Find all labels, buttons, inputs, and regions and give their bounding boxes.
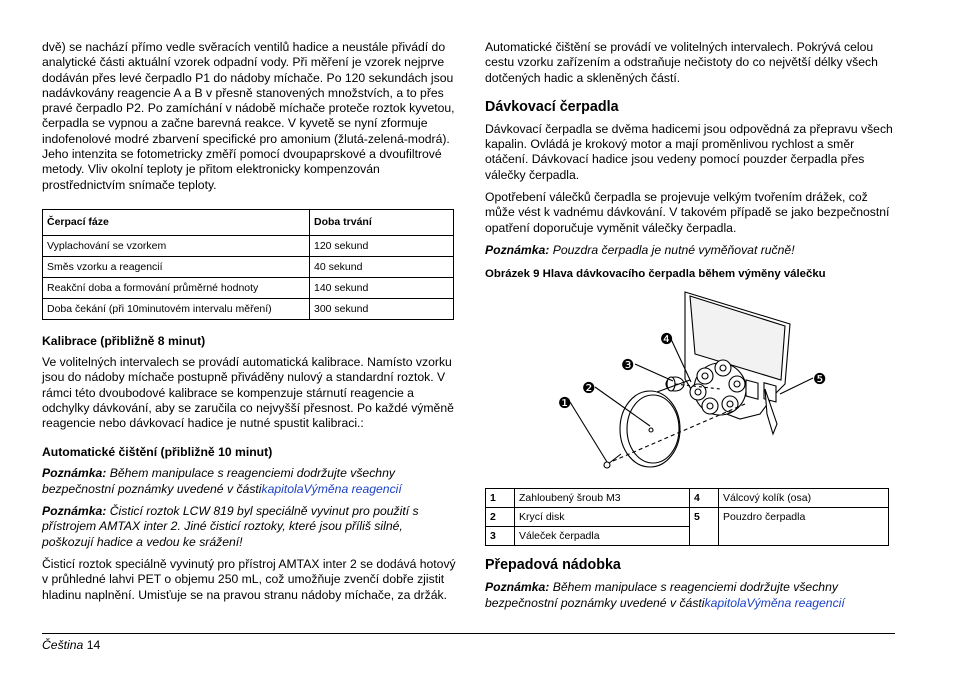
dosing-paragraph-1: Dávkovací čerpadla se dvěma hadicemi jsou odpovědná za přepravu všech kapalin. Ovládá je krokový motor a mají proměnlivou rychlost a směr otáčení. Dávkovací hadice jsou vedeny pomocí pouzder čerpadla přes válečky čerpadla. bbox=[485, 121, 893, 182]
legend-text: Zahloubený šroub M3 bbox=[515, 489, 690, 508]
pump-roller bbox=[722, 396, 738, 412]
cleaning-note-1 bbox=[42, 466, 456, 497]
table-header: Čerpací fáze bbox=[43, 209, 310, 235]
table-row bbox=[43, 277, 454, 298]
cleaning-intro-paragraph: Automatické čištění se provádí ve volitelných intervalech. Pokrývá celou cestu vzorku zařízením a odstraňuje nečistoty do co největší délky všech dotčených hadic a skleněných částí. bbox=[485, 40, 878, 85]
replace-reagents-link[interactable]: kapitolaVýměna reagencií bbox=[261, 481, 402, 496]
left-column bbox=[42, 40, 456, 610]
countersunk-screw bbox=[608, 454, 621, 464]
table-row bbox=[486, 508, 889, 527]
table-cell: 300 sekund bbox=[310, 298, 454, 319]
right-column bbox=[485, 40, 895, 618]
callout-3: ❸ bbox=[621, 356, 635, 375]
callout-5: ❺ bbox=[813, 370, 827, 389]
note-label: Poznámka: bbox=[42, 466, 107, 481]
table-header-row bbox=[43, 209, 454, 235]
pump-head-figure bbox=[485, 284, 889, 484]
table-cell: Směs vzorku a reagencií bbox=[43, 256, 310, 277]
pump-roller bbox=[690, 384, 706, 400]
legend-number: 4 bbox=[690, 489, 719, 508]
calibration-heading: Kalibrace (přibližně 8 minut) bbox=[42, 333, 206, 348]
table-cell: Reakční doba a formování průměrné hodnoty bbox=[43, 277, 310, 298]
calibration-paragraph: Ve volitelných intervalech se provádí automatická kalibrace. Namísto vzorku jsou do nádoby míchače postupně přiváděny nulový a standardní roztok. V rámci této dvoubodové kalibrace se kompenzuje stárnutí reagencie a odchylky dávkování, aby se zaručila co nejvyšší přesnost. Po každé výměně reagencie nebo dávkovací hadice je nutné spustit kalibraci.: bbox=[42, 354, 454, 431]
table-row bbox=[486, 489, 889, 508]
note-text: Během manipulace s reagenciemi dodržujte všechny bezpečnostní poznámky uvedené v části bbox=[485, 580, 838, 610]
overflow-vessel-heading: Přepadová nádobka bbox=[485, 557, 621, 574]
legend-text: Krycí disk bbox=[515, 508, 690, 527]
figure-legend-table bbox=[485, 488, 889, 546]
legend-number: 5 bbox=[690, 508, 719, 546]
pump-roller bbox=[697, 368, 713, 384]
legend-number: 2 bbox=[486, 508, 515, 527]
legend-text: Pouzdro čerpadla bbox=[719, 508, 889, 546]
callout-2: ❷ bbox=[582, 379, 596, 398]
cleaning-paragraph: Čisticí roztok speciálně vyvinutý pro přístroj AMTAX inter 2 se dodává hotový v průhledné lahvi PET o objemu 250 mL, což umožňuje zvenčí dobře zjistit hladinu naplnění. Umisťuje se na pravou stranu nádoby míchače, za držák. bbox=[42, 556, 456, 602]
overflow-note bbox=[485, 580, 895, 611]
figure-caption: Obrázek 9 Hlava dávkovacího čerpadla během výměny válečku bbox=[485, 268, 826, 281]
note-text: Během manipulace s reagenciemi dodržujte všechny bezpečnostní poznámky uvedené v části bbox=[42, 466, 395, 496]
note-label: Poznámka: bbox=[42, 504, 107, 519]
note-label: Poznámka: bbox=[485, 580, 550, 595]
note-text: Pouzdra čerpadla je nutné vyměňovat ručně! bbox=[552, 242, 795, 257]
table-row bbox=[43, 235, 454, 256]
pump-phase-table bbox=[42, 209, 454, 320]
cover-disk bbox=[620, 391, 680, 467]
note-label: Poznámka: bbox=[485, 242, 550, 257]
table-cell: 120 sekund bbox=[310, 235, 454, 256]
note-text: Čisticí roztok LCW 819 byl speciálně vyvinut pro použití s přístrojem AMTAX inter 2. Jiné čisticí roztoky, které jsou příliš silné, poškozují hadice a vedou ke srážení! bbox=[42, 504, 419, 549]
callout-4: ❹ bbox=[660, 330, 674, 349]
intro-paragraph: dvě) se nachází přímo vedle svěracích ventilů hadice a neustále přivádí do analytické části aktuální vzorek odpadní vody. Při měření je vzorek nejprve dodáván přes levé čerpadlo P1 do nádoby míchače. Po 120 sekundách jsou nadávkovány reagencie A a B v přesně stanovených množstvích, a to přes pravé čerpadlo P2. Po zamíchání v nádobě míchače proteče roztok kyvetou, čerpadla se vypnou a začne barevná reakce. V kyvetě se nyní zformuje indofenolové modré zbarvení specifické pro amonium (žlutá-zelená-modrá). Jeho intenzita se fotometricky změří pomocí dvoupaprskové a dvoufiltrové metody. Vliv okolní teploty je přitom elektronicky kompenzován prostřednictvím snímače teploty. bbox=[42, 40, 455, 192]
table-cell: Doba čekání (při 10minutovém intervalu měření) bbox=[43, 298, 310, 319]
table-row bbox=[43, 298, 454, 319]
footer-divider bbox=[42, 633, 895, 634]
table-cell: Vyplachování se vzorkem bbox=[43, 235, 310, 256]
table-row bbox=[43, 256, 454, 277]
legend-number: 1 bbox=[486, 489, 515, 508]
cleaning-heading: Automatické čištění (přibližně 10 minut) bbox=[42, 445, 273, 460]
dosing-paragraph-2: Opotřebení válečků čerpadla se projevuje velkým tvořením drážek, což může vést k vadnému dávkování. V takovém případě se jako bezpečnostní opatření doporučuje vyměnit válečky čerpadla. bbox=[485, 190, 890, 235]
cleaning-note-2 bbox=[42, 504, 456, 550]
replace-reagents-link[interactable]: kapitolaVýměna reagencií bbox=[704, 595, 845, 610]
page-number: 14 bbox=[86, 638, 101, 652]
table-header: Doba trvání bbox=[310, 209, 454, 235]
page-footer bbox=[42, 638, 100, 652]
legend-text: Váleček čerpadla bbox=[515, 527, 690, 546]
table-cell: 140 sekund bbox=[310, 277, 454, 298]
footer-language: Čeština bbox=[42, 638, 84, 652]
legend-text: Válcový kolík (osa) bbox=[719, 489, 889, 508]
pump-roller bbox=[729, 376, 745, 392]
dosing-pumps-heading: Dávkovací čerpadla bbox=[485, 98, 619, 115]
pump-roller bbox=[715, 360, 731, 376]
pump-head-drawing bbox=[485, 284, 889, 484]
callout-1: ❶ bbox=[558, 394, 572, 413]
legend-number: 3 bbox=[486, 527, 515, 546]
pump-roller bbox=[702, 398, 718, 414]
dosing-note bbox=[485, 243, 895, 258]
table-cell: 40 sekund bbox=[310, 256, 454, 277]
